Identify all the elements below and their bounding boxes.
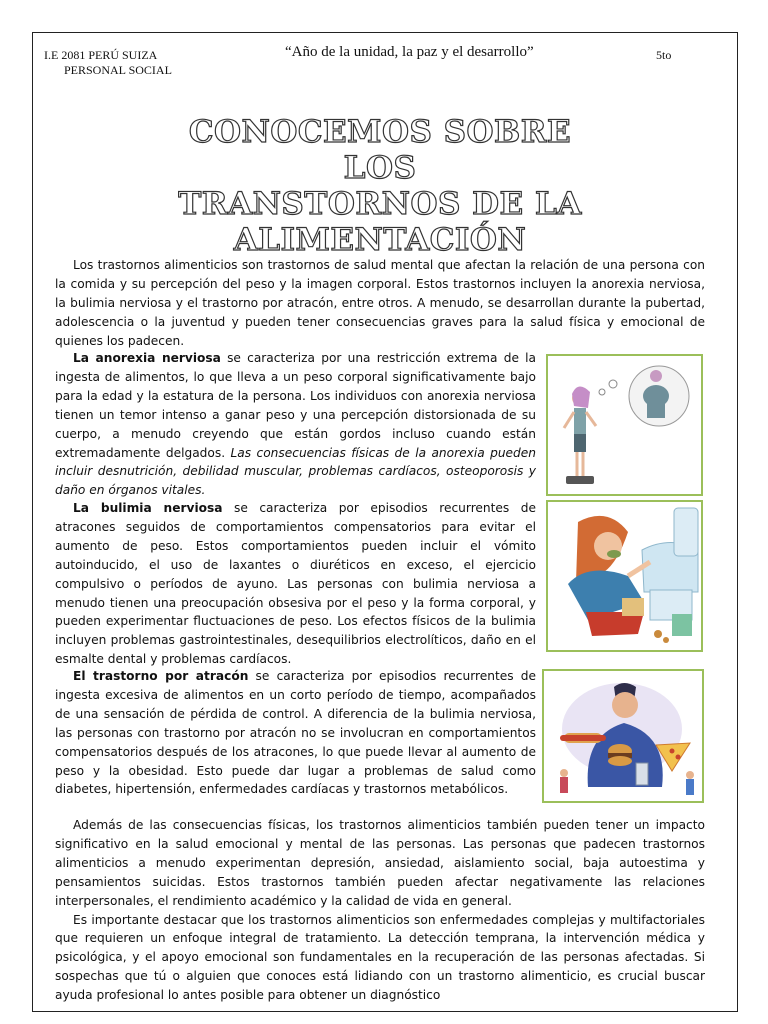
bulimia-illustration — [546, 500, 703, 652]
treatment-paragraph: Es importante destacar que los trastornos alimenticios son enfermedades complejas y multifactoriales que requieren un enfoque integral de tratamiento. La detección temprana, la intervención médica y psicológica, y el apoyo emocional son fundamentales en la recuperación de las personas afectadas. Si sospechas que tú o alguien que conoces está lidiando con un trastorno alimenticio, es crucial buscar ayuda profesional lo antes posible para obtener un diagnóstico — [55, 912, 705, 1003]
anorexia-paragraph — [55, 349, 536, 500]
intro-paragraph — [55, 256, 705, 351]
emotional-paragraph: Además de las consecuencias físicas, los trastornos alimenticios también pueden tener un impacto significativo en la salud emocional y mental de las personas. Las personas que padecen trastornos alimenticios a menudo experimentan depresión, ansiedad, aislamiento social, baja autoestima y pensamientos suicidas. Estos trastornos también pueden afectar negativamente las relaciones interpersonales, el rendimiento académico y la calidad de vida en general. — [55, 818, 705, 908]
title-line: ALIMENTACIÓN — [233, 222, 527, 258]
year-motto: “Año de la unidad, la paz y el desarrollo” — [285, 44, 534, 60]
anorexia-consequences: Las consecuencias físicas de la anorexia pueden incluir desnutrición, debilidad muscular, problemas cardíacos, osteoporosis y daño en órganos vitales. — [55, 445, 537, 498]
binge-paragraph — [55, 667, 536, 799]
title-line: CONOCEMOS SOBRE LOS — [188, 114, 572, 186]
school-name: I.E 2081 PERÚ SUIZA — [44, 48, 158, 62]
intro-text: Los trastornos alimenticios son trastornos de salud mental que afectan la relación de una persona con la comida y su percepción del peso y la imagen corporal. Estos trastornos incluyen la anorexia nerviosa, la bulimia nerviosa y el trastorno por atracón, entre otros. A menudo, se desarrollan durante la pubertad, adolescencia o la juventud y pueden tener consecuencias graves para la salud física y emocional de quienes los padecen. — [55, 258, 705, 348]
anorexia-illustration — [546, 354, 703, 496]
binge-term: El trastorno por atracón — [73, 669, 249, 683]
page-title — [150, 114, 610, 258]
anorexia-text: se caracteriza por una restricción extrema de la ingesta de alimentos, lo que lleva a un peso corporal significativamente bajo para la edad y la estatura de la persona. Los individuos con anorexia nerviosa tienen un temor intenso a ganar peso y una percepción distorsionada de su cuerpo, a menudo creyendo que están gordos incluso cuando están extremadamente delgados. — [55, 351, 537, 460]
anorexia-term: La anorexia nerviosa — [73, 351, 221, 365]
grade-label: 5to — [656, 48, 672, 62]
title-line: TRANSTORNOS DE LA — [178, 186, 582, 222]
subject-name: PERSONAL SOCIAL — [64, 63, 172, 77]
bulimia-term: La bulimia nerviosa — [73, 501, 223, 515]
bulimia-text: se caracteriza por episodios recurrentes de atracones seguidos de comportamientos compensatorios para evitar el aumento de peso. Estos comportamientos pueden incluir el vómito autoinducido, el uso de laxantes o diuréticos en exceso, el ejercicio compulsivo o períodos de ayuno. Las personas con bulimia nerviosa a menudo tienen una preocupación obsesiva por el peso y la forma corporal, y pueden experimentar fluctuaciones de peso. Los efectos físicos de la bulimia incluyen problemas gastrointestinales, desequilibrios electrolíticos, daño en el esmalte dental y problemas cardíacos. — [55, 501, 537, 667]
header-left — [44, 48, 172, 78]
binge-illustration — [542, 669, 704, 803]
binge-text: se caracteriza por episodios recurrentes de ingesta excesiva de alimentos en un corto período de tiempo, acompañados de una sensación de pérdida de control. A diferencia de la bulimia nerviosa, las personas con trastorno por atracón no se involucran en comportamientos compensatorios después de los atracones, lo que puede llevar al aumento de peso y la obesidad. Esto puede dar lugar a problemas de salud como diabetes, hipertensión, enfermedades cardíacas y trastornos metabólicos. — [55, 669, 536, 797]
closing-paragraphs — [55, 816, 705, 1005]
bulimia-paragraph — [55, 499, 536, 669]
